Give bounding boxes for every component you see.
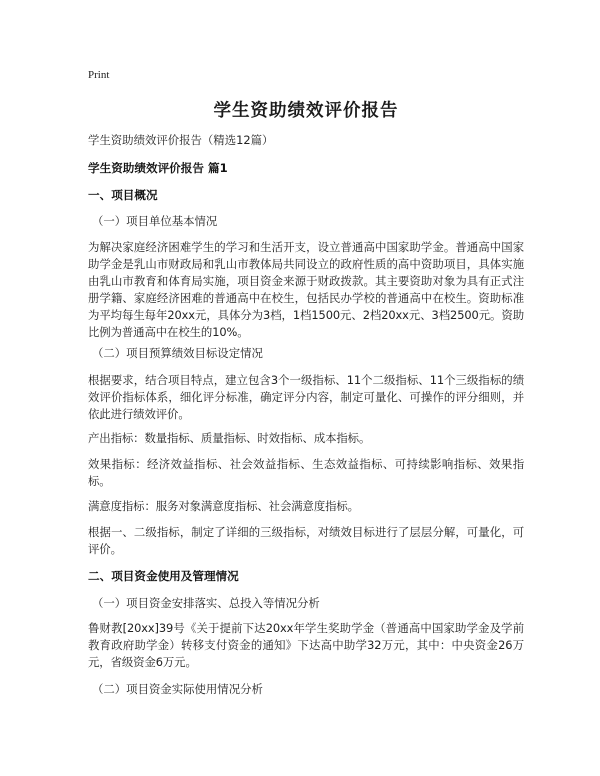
section1-sub1-heading: （一）项目单位基本情况: [92, 214, 218, 228]
section2-heading: 二、项目资金使用及管理情况: [88, 569, 239, 583]
document-subtitle: 学生资助绩效评价报告（精选12篇）: [88, 133, 274, 147]
section2-sub1-paragraph: 鲁财教[20xx]39号《关于提前下达20xx年学生奖助学金（普通高中国家助学金及学前教育政府助学金）转移支付资金的通知》下达高中助学32万元，其中：中央资金26万元，省级资金6万元。: [88, 621, 524, 669]
section1-sub2-para1: 根据要求，结合项目特点，建立包含3个一级指标、11个二级指标、11个三级指标的绩效评价指标体系，细化评分标准，确定评分内容，制定可量化、可操作的评分细则，并依此进行绩效评价。: [88, 373, 524, 421]
section1-sub2-para3: 效果指标：经济效益指标、社会效益指标、生态效益指标、可持续影响指标、效果指标。: [88, 457, 524, 488]
section1-sub2-para4: 满意度指标：服务对象满意度指标、社会满意度指标。: [88, 499, 359, 513]
section2-sub2-heading: （二）项目资金实际使用情况分析: [92, 682, 263, 696]
section1-sub2-para5: 根据一、二级指标，制定了详细的三级指标，对绩效目标进行了层层分解，可量化，可评价。: [88, 525, 524, 556]
section1-sub2-para2: 产出指标：数量指标、质量指标、时效指标、成本指标。: [88, 431, 371, 445]
report-heading: 学生资助绩效评价报告 篇1: [88, 161, 228, 175]
section1-sub1-paragraph: 为解决家庭经济困难学生的学习和生活开支，设立普通高中国家助学金。普通高中国家助学金是乳山市财政局和乳山市教体局共同设立的政府性质的高中资助项目，具体实施由乳山市教育和体育局实施，项目资金来源于财政拨款。其主要资助对象为具有正式注册学籍、家庭经济困难的普通高中在校生，包括民办学校的普通高中在校生。资助标准为平均每生每年20xx元，具体分为3档，1档1500元、2档20xx元、3档2500元。资助比例为普通高中在校生的10%。: [88, 240, 524, 339]
section1-heading: 一、项目概况: [88, 188, 158, 202]
section2-sub1-heading: （一）项目资金安排落实、总投入等情况分析: [92, 596, 320, 610]
section1-sub2-heading: （二）项目预算绩效目标设定情况: [92, 346, 263, 360]
print-label[interactable]: Print: [88, 69, 110, 81]
page-title: 学生资助绩效评价报告: [213, 101, 399, 121]
